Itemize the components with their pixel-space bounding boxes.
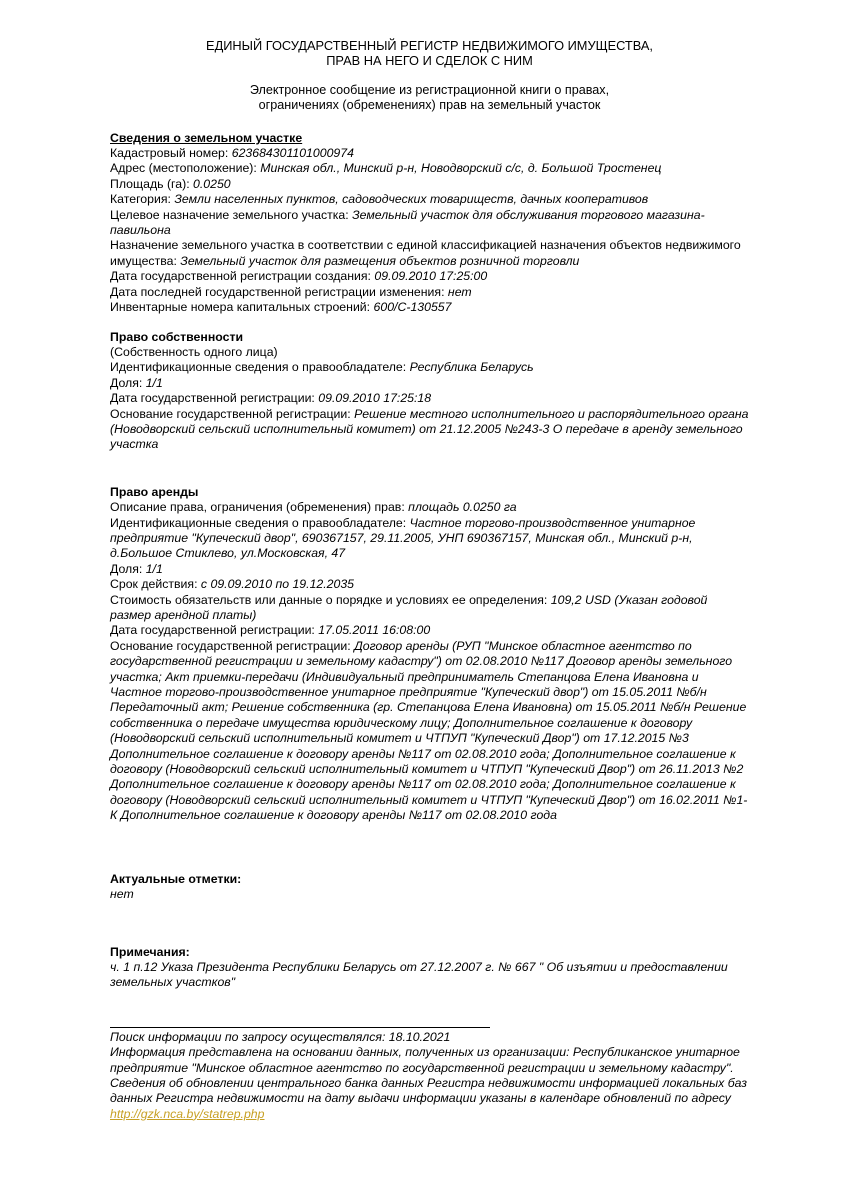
field-area (110, 177, 749, 192)
divider-line (110, 1027, 490, 1028)
field-label: Назначение земельного участка в соответствии с единой классификацией назначения объектов недвижимого имущества: (110, 238, 741, 268)
field-label: Срок действия: (110, 577, 198, 592)
field-label: Идентификационные сведения о правообладателе: (110, 360, 407, 375)
ownership-type-note: (Собственность одного лица) (110, 344, 278, 359)
field-lease-rightholder (110, 516, 749, 562)
field-value: Решение местного исполнительного и распорядительного органа (Новодворский сельский исполнительный комитет) от 21.12.2005 №243-3 О передаче в аренду земельного участка (110, 406, 749, 452)
field-creation-registration-date (110, 269, 749, 284)
ownership-section-heading: Право собственности (110, 329, 244, 344)
field-ownership-registration-date (110, 391, 749, 406)
field-inventory-numbers (110, 300, 749, 315)
section-ownership-right (110, 330, 749, 453)
field-category (110, 192, 749, 207)
field-ownership-share (110, 376, 749, 391)
field-label: Инвентарные номера капитальных строений: (110, 300, 371, 315)
field-value: площадь 0.0250 га (408, 500, 517, 515)
field-label: Доля: (110, 561, 143, 576)
field-value: Республика Беларусь (409, 360, 534, 375)
field-value: 1/1 (145, 561, 163, 576)
field-label: Основание государственной регистрации: (110, 638, 351, 653)
footer-info-text: Информация представлена на основании данных, полученных из организации: Республиканское унитарное предприятие "Минское областное агентство по государственной регистрации и земельному кадастру". Сведения об обновлении центрального банка данных Регистра недвижимости информацией локальных баз данных Регистра недвижимости на дату выдачи информации указаны в календаре обновлений по адресу (110, 1045, 747, 1106)
document-title-line2: ПРАВ НА НЕГО И СДЕЛОК С НИМ (326, 53, 533, 69)
field-designated-purpose (110, 208, 749, 239)
field-label: Площадь (га): (110, 176, 190, 191)
field-value: 109,2 USD (Указан годовой размер арендной платы) (110, 592, 708, 622)
section-notes (110, 945, 749, 991)
field-cadastral-number (110, 146, 749, 161)
field-value: Частное торгово-производственное унитарное предприятие "Купеческий двор", 690367157, 29.11.2005, УНП 690367157, Минская обл., Минский р-н, д.Большое Стиклево, ул.Московская, 47 (110, 515, 696, 561)
field-value: нет (447, 284, 472, 299)
document-title-line1: ЕДИНЫЙ ГОСУДАРСТВЕННЫЙ РЕГИСТР НЕДВИЖИМОГО ИМУЩЕСТВА, (206, 38, 653, 53)
field-address (110, 161, 749, 176)
footer-info (110, 1045, 749, 1122)
document-subtitle-line2: ограничениях (обременениях) прав на земельный участок (258, 98, 601, 113)
statrep-link[interactable]: http://gzk.nca.by/statrep.php (110, 1106, 265, 1121)
field-value: 623684301101000974 (231, 146, 354, 161)
notes-text: ч. 1 п.12 Указа Президента Республики Беларусь от 27.12.2007 г. № 667 " Об изъятии и предоставлении земельных участков" (110, 959, 728, 990)
document-title (110, 38, 749, 69)
field-lease-registration-basis (110, 639, 749, 824)
field-label: Адрес (местоположение): (110, 161, 257, 176)
document-subtitle (110, 83, 749, 114)
field-lease-right-description (110, 500, 749, 515)
section-footer (110, 1027, 749, 1122)
field-label: Дата государственной регистрации: (110, 623, 315, 638)
parcel-section-heading: Сведения о земельном участке (110, 130, 303, 145)
field-label: Дата последней государственной регистрации изменения: (110, 284, 445, 299)
field-label: Стоимость обязательств или данные о порядке и условиях ее определения: (110, 592, 548, 607)
field-value: Земельный участок для размещения объектов розничной торговли (180, 253, 580, 268)
field-value: 09.09.2010 17:25:18 (318, 391, 432, 406)
field-lease-validity-period (110, 577, 749, 592)
field-last-change-date (110, 285, 749, 300)
document-subtitle-line1: Электронное сообщение из регистрационной книги о правах, (249, 82, 610, 97)
field-lease-share (110, 562, 749, 577)
field-value: 17.05.2011 16:08:00 (318, 623, 431, 638)
field-label: Идентификационные сведения о правообладателе: (110, 515, 407, 530)
notes-section-heading: Примечания: (110, 944, 190, 959)
section-parcel-info (110, 131, 749, 316)
field-value: Земельный участок для обслуживания торгового магазина-павильона (110, 207, 705, 238)
section-actual-marks (110, 872, 749, 903)
field-label: Основание государственной регистрации: (110, 406, 351, 421)
field-label: Целевое назначение земельного участка: (110, 207, 349, 222)
field-classified-purpose (110, 238, 749, 269)
field-label: Описание права, ограничения (обременения) прав: (110, 500, 405, 515)
field-label: Дата государственной регистрации создания: (110, 269, 371, 284)
lease-section-heading: Право аренды (110, 484, 199, 499)
field-value: 0.0250 (193, 176, 231, 191)
field-value: 09.09.2010 17:25:00 (374, 269, 488, 284)
field-ownership-rightholder (110, 360, 749, 375)
search-date-line: Поиск информации по запросу осуществлялся: 18.10.2021 (110, 1029, 451, 1044)
field-value: 1/1 (145, 375, 163, 390)
marks-section-heading: Актуальные отметки: (110, 871, 242, 886)
field-ownership-registration-basis (110, 407, 749, 453)
field-lease-registration-date (110, 623, 749, 638)
field-value: Договор аренды (РУП "Минское областное агентство по государственной регистрации и земельному кадастру") от 02.08.2010 №117 Договор аренды земельного участка; Акт приемки-передачи (Индивидуальный предприниматель Степанцова Елена Ивановна и Частное торгово-производственное унитарное предприятие "Купеческий двор") от 15.05.2011 №б/н Передаточный акт; Решение собственника (гр. Степанцова Елена Ивановна) от 15.05.2011 №б/н Решение собственника о передаче имущества юридическому лицу; Дополнительное соглашение к договору (Новодворский сельский исполнительный комитет и ЧТПУП "Купеческий Двор") от 17.12.2015 №3 Дополнительное соглашение к договору аренды №117 от 02.08.2010 года; Дополнительное соглашение к договору (Новодворский сельский исполнительный комитет и ЧТПУП "Купеческий Двор") от 26.11.2013 №2 Дополнительное соглашение к договору аренды №117 от 02.08.2010 года; Дополнительное соглашение к договору (Новодворский сельский исполнительный комитет и ЧТПУП "Купеческий Двор") от 16.02.2011 №1-К Дополнительное соглашение к договору аренды №117 от 02.08.2010 года (110, 638, 748, 823)
field-label: Категория: (110, 192, 171, 207)
section-lease-right (110, 485, 749, 824)
field-value: Минская обл., Минский р-н, Новодворский с/с, д. Большой Тростенец (260, 161, 662, 176)
field-value: 600/C-130557 (373, 300, 452, 315)
marks-value: нет (110, 887, 134, 902)
field-value: Земли населенных пунктов, садоводческих товариществ, дачных кооперативов (174, 192, 649, 207)
field-label: Кадастровый номер: (110, 146, 229, 161)
field-label: Дата государственной регистрации: (110, 391, 315, 406)
field-label: Доля: (110, 375, 143, 390)
field-value: с 09.09.2010 по 19.12.2035 (200, 577, 355, 592)
field-lease-obligation-value (110, 593, 749, 624)
